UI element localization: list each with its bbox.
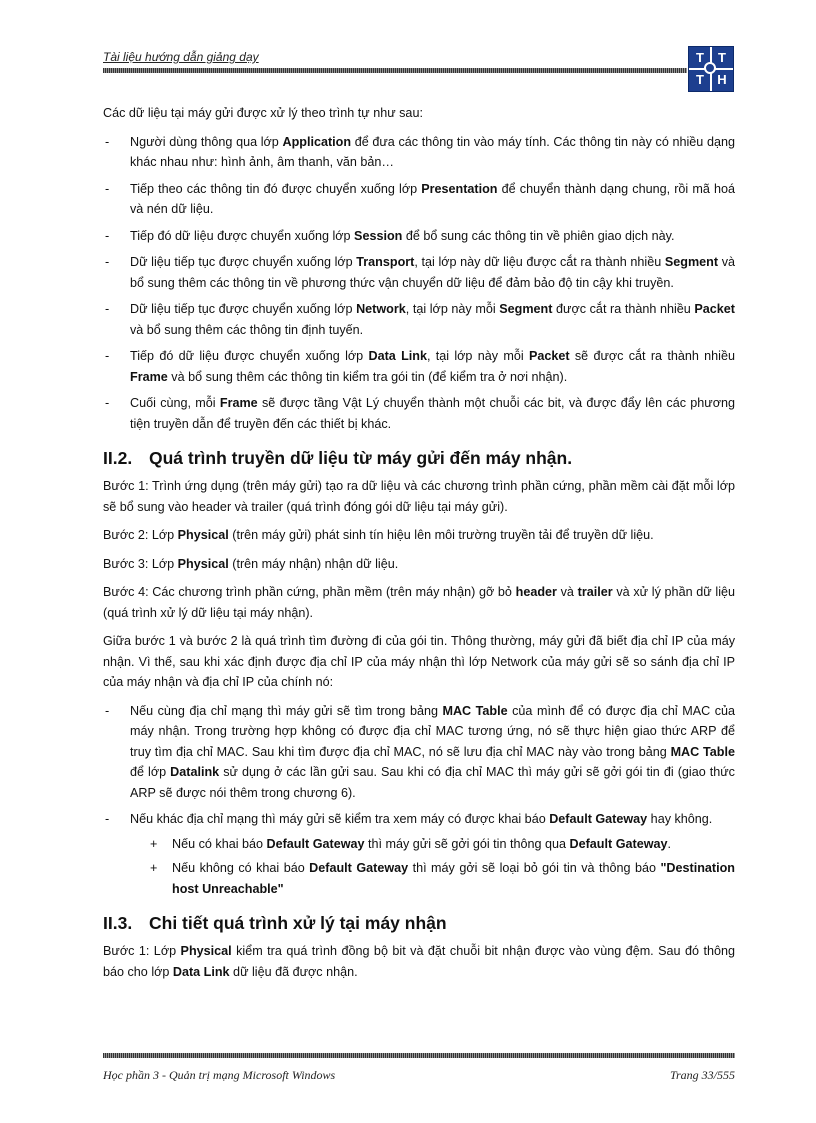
step-paragraph: Bước 3: Lớp Physical (trên máy nhận) nhận dữ liệu. bbox=[103, 556, 399, 571]
list-item-text: Nếu khác địa chỉ mạng thì máy gửi sẽ kiểm tra xem máy có được khai báo Default Gateway hay không. bbox=[130, 812, 713, 826]
bold-term: Frame bbox=[219, 396, 258, 410]
page-body bbox=[103, 103, 735, 990]
bold-term: "Destination host Unreachable" bbox=[172, 861, 735, 896]
bold-term: Data Link bbox=[368, 349, 427, 363]
bold-term: Network bbox=[356, 302, 406, 316]
bold-term: Segment bbox=[499, 302, 553, 316]
bold-term: Default Gateway bbox=[309, 861, 409, 875]
footer-divider bbox=[103, 1053, 735, 1058]
header-divider bbox=[103, 68, 687, 73]
bold-term: Default Gateway bbox=[266, 836, 365, 851]
list-item: - Cuối cùng, mỗi Frame sẽ được tầng Vật Lý chuyển thành một chuỗi các bit, và được đẩy lên các phương tiện truyền dẫn để truyền đến các thiết bị khác. bbox=[103, 393, 735, 434]
list-item: - Tiếp đó dữ liệu được chuyển xuống lớp Session để bổ sung các thông tin về phiên giao dịch này. bbox=[103, 226, 735, 247]
bold-term: Application bbox=[282, 134, 352, 149]
bold-term: trailer bbox=[577, 585, 613, 599]
bold-term: Packet bbox=[694, 302, 736, 316]
logo-letter: T bbox=[696, 50, 704, 65]
step-paragraph: Bước 1: Trình ứng dụng (trên máy gửi) tạo ra dữ liệu và các chương trình phần cứng, phần mềm cài đặt mỗi lớp sẽ bổ sung vào header và trailer (quá trình đóng gói dữ liệu tại máy gửi). bbox=[103, 479, 735, 514]
footer-page-number: Trang 33/555 bbox=[669, 1068, 735, 1082]
list-item: - Nếu cùng địa chỉ mạng thì máy gửi sẽ tìm trong bảng MAC Table của mình để có được địa chỉ MAC của máy nhận. Trong trường hợp không có được địa chỉ MAC tương ứng, nó sẽ thực hiện giao thức ARP để truy tìm địa chỉ MAC. Sau khi tìm được địa chỉ MAC, nó sẽ lưu địa chỉ MAC này vào trong bảng MAC Table để lớp Datalink sử dụng ở các lần gửi sau. Sau khi có địa chỉ MAC thì máy gửi sẽ gởi gói tin đi (giao thức ARP sẽ được nói thêm trong chương 6). bbox=[103, 701, 735, 804]
routing-list bbox=[103, 701, 735, 900]
bold-term: Segment bbox=[664, 255, 719, 269]
bold-term: Default Gateway bbox=[569, 836, 668, 851]
sub-list-item: + Nếu không có khai báo Default Gateway thì máy gởi sẽ loại bỏ gói tin và thông báo "Destination host Unreachable" bbox=[130, 858, 735, 899]
list-item: - Tiếp theo các thông tin đó được chuyển xuống lớp Presentation để chuyển thành dạng chung, rồi mã hoá và nén dữ liệu. bbox=[103, 179, 735, 220]
list-item: - Người dùng thông qua lớp Application để đưa các thông tin vào máy tính. Các thông tin này có nhiều dạng khác nhau như: hình ảnh, âm thanh, văn bản… bbox=[103, 132, 735, 173]
intro-paragraph: Các dữ liệu tại máy gửi được xử lý theo trình tự như sau: bbox=[103, 106, 423, 120]
logo-letter: T bbox=[696, 72, 704, 87]
bold-term: Datalink bbox=[170, 765, 220, 779]
bold-term: Transport bbox=[356, 255, 415, 269]
bold-term: Physical bbox=[177, 556, 229, 571]
bold-term: Frame bbox=[130, 369, 168, 384]
bold-term: MAC Table bbox=[670, 744, 735, 759]
section-heading-2 bbox=[103, 446, 735, 470]
footer-course-title: Học phần 3 - Quản trị mạng Microsoft Windows bbox=[103, 1068, 336, 1082]
bold-term: Default Gateway bbox=[549, 812, 648, 826]
list-item: - Dữ liệu tiếp tục được chuyển xuống lớp Network, tại lớp này mỗi Segment được cắt ra thành nhiều Packet và bổ sung thêm các thông tin định tuyến. bbox=[103, 299, 735, 340]
bold-term: header bbox=[515, 585, 557, 599]
step-paragraph: Bước 2: Lớp Physical (trên máy gửi) phát sinh tín hiệu lên môi trường truyền tải để truyền dữ liệu. bbox=[103, 528, 654, 542]
list-item: - Dữ liệu tiếp tục được chuyển xuống lớp Transport, tại lớp này dữ liệu được cắt ra thành nhiều Segment và bổ sung thêm các thông tin về phương thức vận chuyển dữ liệu để đảm bảo độ tin cậy khi truyền. bbox=[103, 252, 735, 293]
section-title: Quá trình truyền dữ liệu từ máy gửi đến máy nhận. bbox=[149, 448, 573, 468]
bold-term: Packet bbox=[528, 349, 570, 363]
logo-letter: H bbox=[717, 72, 727, 87]
page-header-title: Tài liệu hướng dẫn giảng dạy bbox=[103, 50, 259, 64]
routing-paragraph: Giữa bước 1 và bước 2 là quá trình tìm đường đi của gói tin. Thông thường, máy gửi đã biết địa chỉ IP của máy nhận. Vì thế, sau khi xác định được địa chỉ IP của máy nhận thì lớp Network của máy gửi sẽ so sánh địa chỉ IP của máy nhận và địa chỉ IP của chính nó: bbox=[103, 634, 735, 689]
bold-term: Physical bbox=[180, 944, 232, 958]
step-paragraph: Bước 4: Các chương trình phần cứng, phần mềm (trên máy nhận) gỡ bỏ header và trailer và xử lý phần dữ liệu (quá trình xử lý dữ liệu tại máy nhận). bbox=[103, 585, 735, 620]
bold-term: MAC Table bbox=[442, 703, 508, 718]
sender-process-list bbox=[103, 132, 735, 435]
institution-logo bbox=[688, 46, 734, 92]
section-number: II.3. bbox=[103, 913, 133, 933]
bold-term: Data Link bbox=[172, 964, 230, 979]
section-number: II.2. bbox=[103, 448, 133, 468]
list-item bbox=[103, 809, 735, 899]
section-title: Chi tiết quá trình xử lý tại máy nhận bbox=[149, 913, 447, 933]
sub-list-item: + Nếu có khai báo Default Gateway thì máy gửi sẽ gởi gói tin thông qua Default Gateway. bbox=[130, 834, 735, 855]
receiver-paragraph: Bước 1: Lớp Physical kiểm tra quá trình đồng bộ bit và đặt chuỗi bit nhận được vào vùng đệm. Sau đó thông báo cho lớp Data Link dữ liệu đã được nhận. bbox=[103, 944, 735, 979]
section-heading-3 bbox=[103, 911, 735, 935]
bold-term: Session bbox=[354, 228, 403, 243]
list-item: - Tiếp đó dữ liệu được chuyển xuống lớp Data Link, tại lớp này mỗi Packet sẽ được cắt ra thành nhiều Frame và bổ sung thêm các thông tin kiểm tra gói tin (để kiểm tra ở nơi nhận). bbox=[103, 346, 735, 387]
logo-letter: T bbox=[718, 50, 726, 65]
bold-term: Physical bbox=[177, 528, 229, 542]
bold-term: Presentation bbox=[421, 181, 498, 196]
gateway-sublist bbox=[130, 834, 735, 900]
